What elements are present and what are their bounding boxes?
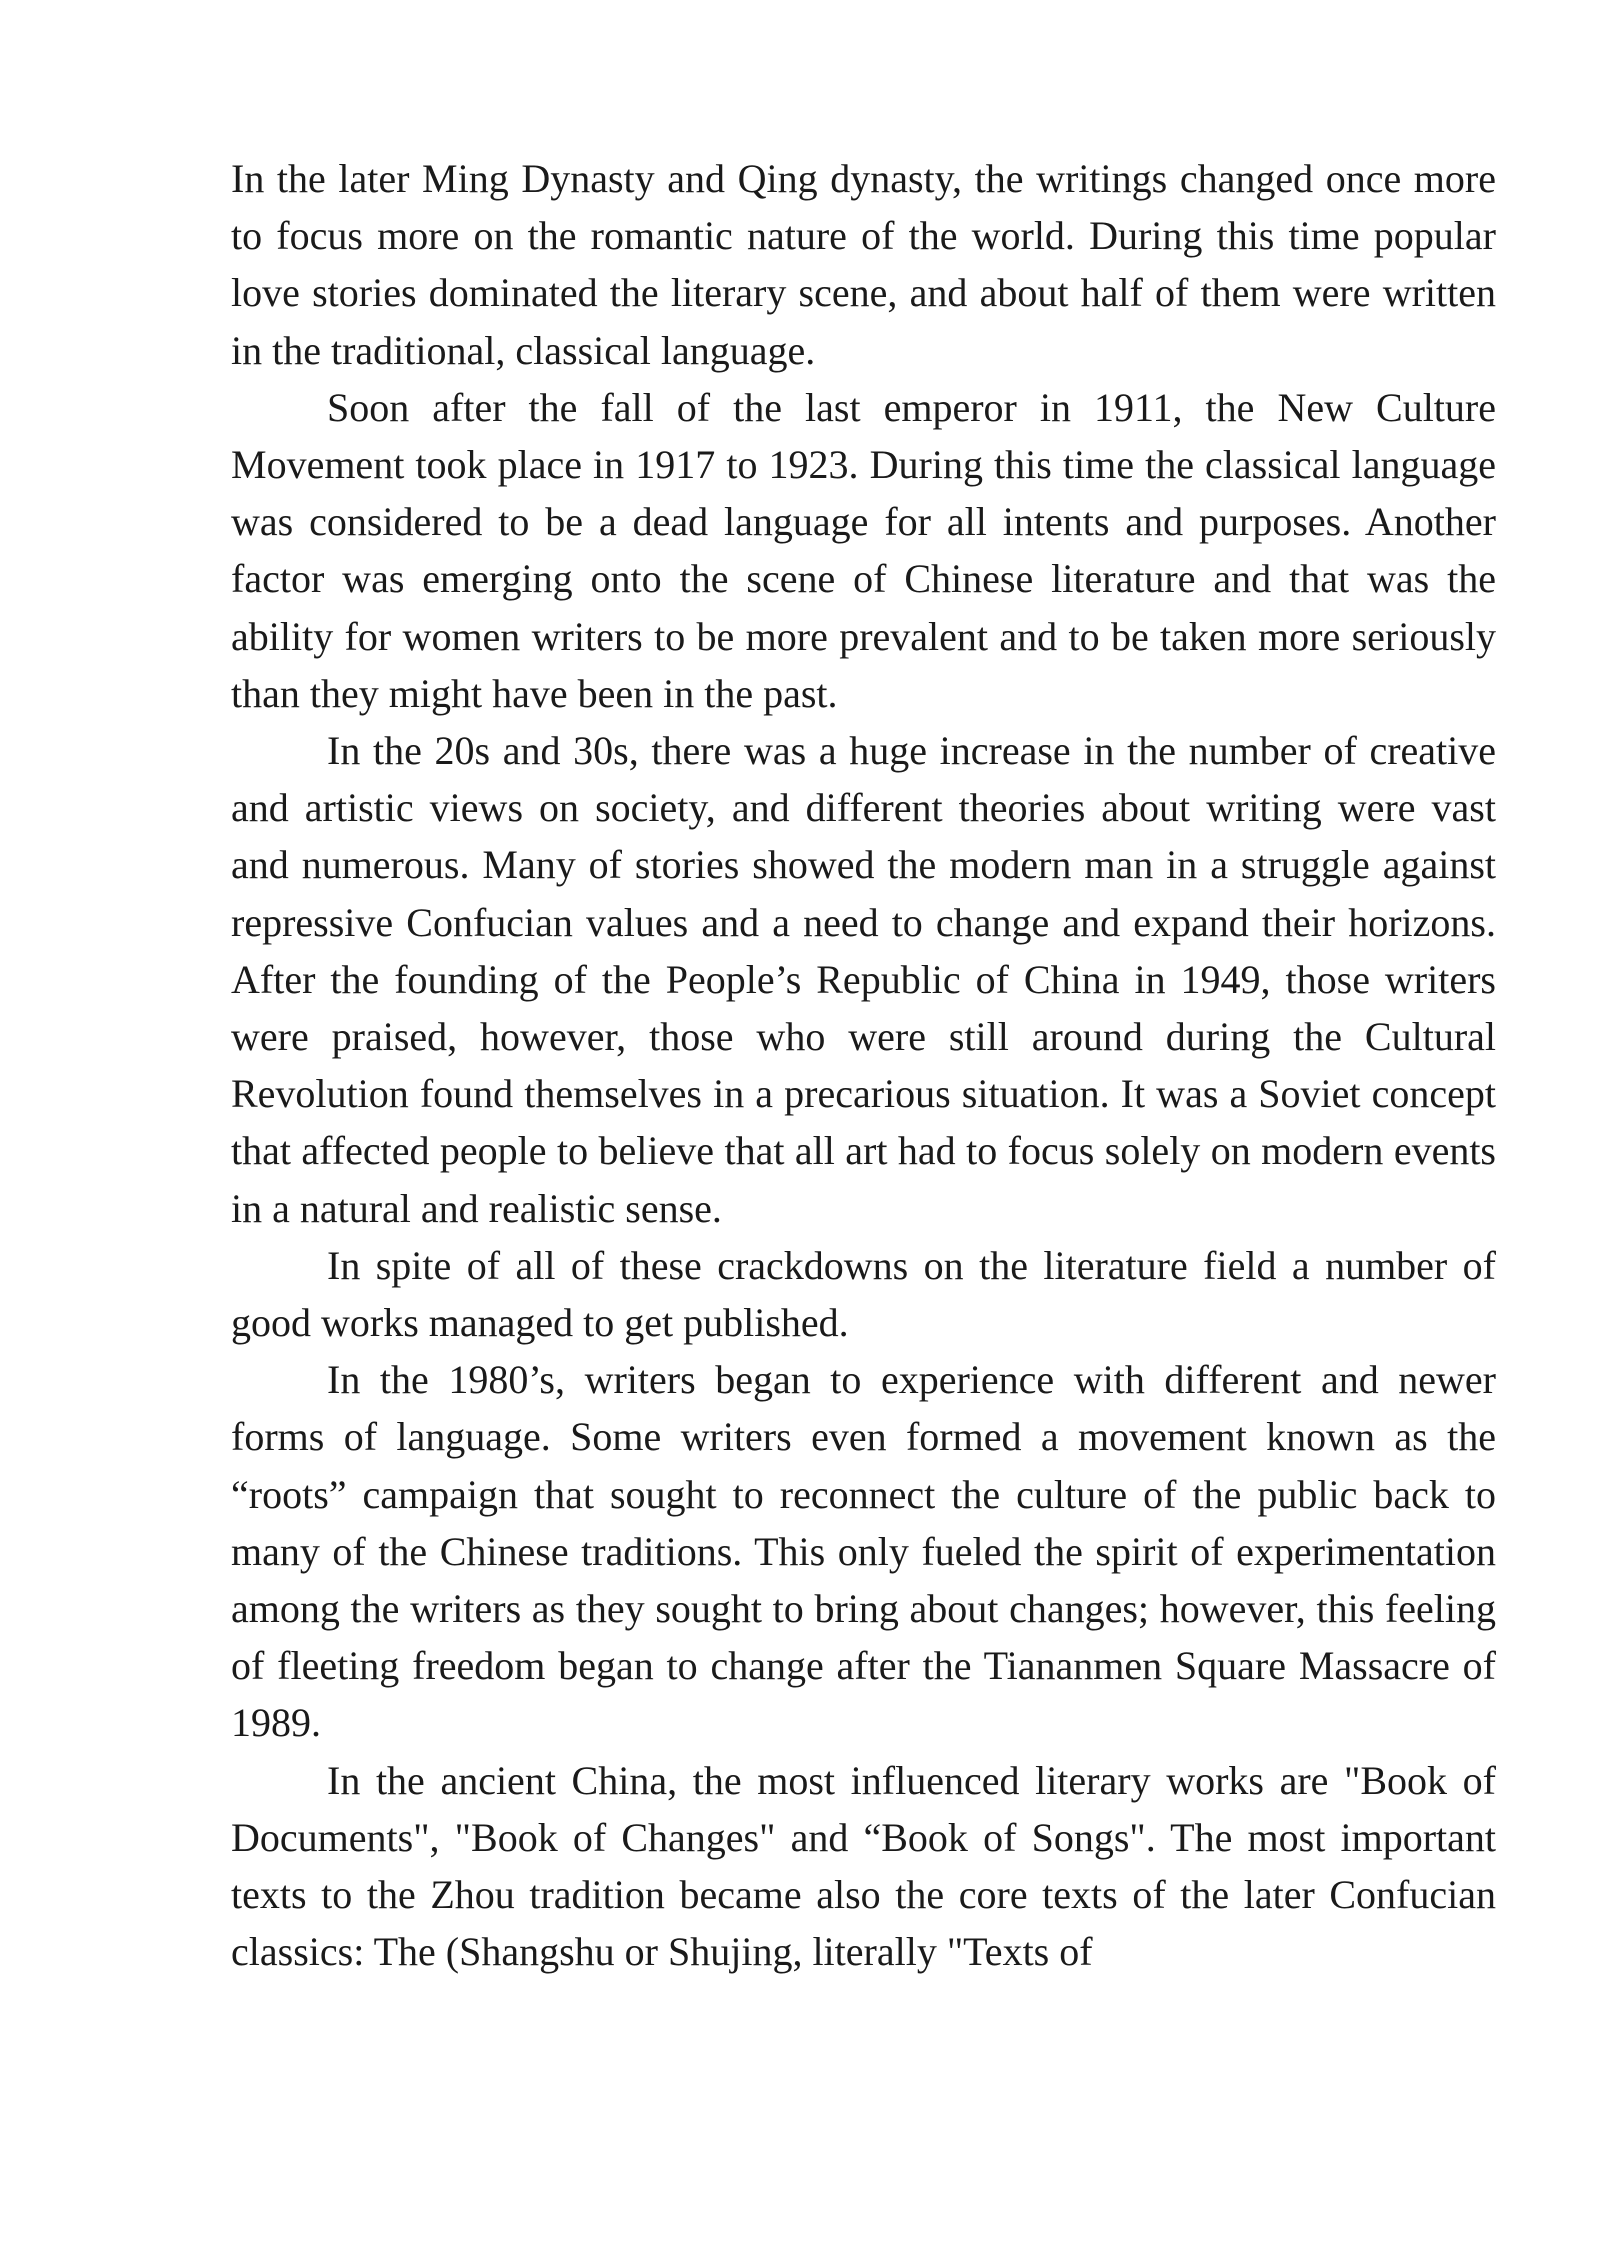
body-text <box>231 150 1496 1981</box>
paragraph-crackdowns: In spite of all of these crackdowns on the literature field a number of good works managed to get published. <box>231 1242 1496 1346</box>
paragraph-20s-30s: In the 20s and 30s, there was a huge increase in the number of creative and artistic views on society, and different theories about writing were vast and numerous. Many of stories showed the modern man in a struggle against repressive Confucian values and a need to change and expand their horizons. After the founding of the People’s Republic of China in 1949, those writers were praised, however, those who were still around during the Cultural Revolution found themselves in a precarious situation. It was a Soviet concept that affected people to believe that all art had to focus solely on modern events in a natural and realistic sense. <box>231 728 1496 1231</box>
paragraph-new-culture: Soon after the fall of the last emperor in 1911, the New Culture Movement took place in 1917 to 1923. During this time the classical language was considered to be a dead language for all intents and purposes. Another factor was emerging onto the scene of Chinese literature and that was the ability for women writers to be more prevalent and to be taken more seriously than they might have been in the past. <box>231 384 1496 716</box>
paragraph-ming-qing: In the later Ming Dynasty and Qing dynasty, the writings changed once more to focus more on the romantic nature of the world. During this time popular love stories dominated the literary scene, and about half of them were written in the traditional, classical language. <box>231 156 1496 373</box>
paragraph-1980s: In the 1980’s, writers began to experience with different and newer forms of language. Some writers even formed a movement known as the “roots” campaign that sought to reconnect the culture of the public back to many of the Chinese traditions. This only fueled the spirit of experimentation among the writers as they sought to bring about changes; however, this feeling of fleeting freedom began to change after the Tiananmen Square Massacre of 1989. <box>231 1357 1496 1746</box>
paragraph-ancient-china: In the ancient China, the most influenced literary works are "Book of Documents", "Book of Changes" and “Book of Songs". The most important texts to the Zhou tradition became also the core texts of the later Confucian classics: The (Shangshu or Shujing, literally "Texts of <box>231 1757 1496 1975</box>
